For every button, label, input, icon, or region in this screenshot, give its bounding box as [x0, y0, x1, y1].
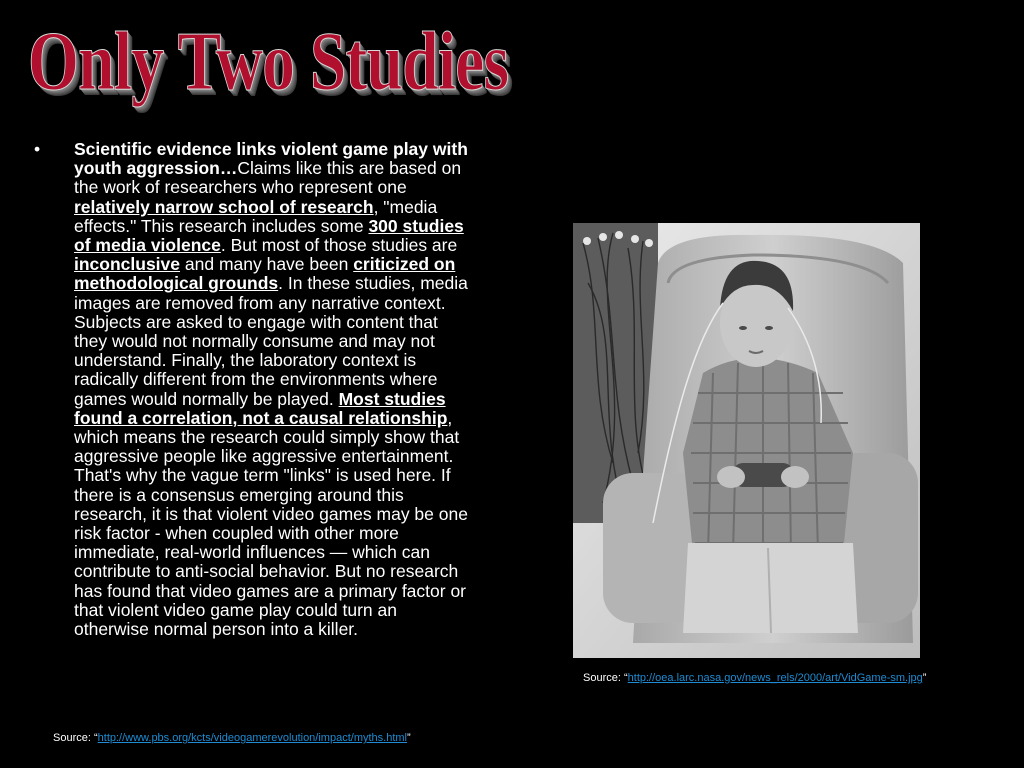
lead-statement: Scientific evidence links violent game play with youth aggression… — [74, 139, 468, 179]
source-prefix: Source: “ — [583, 672, 628, 684]
title-area — [28, 14, 644, 110]
link-methodological[interactable]: criticized on methodological grounds — [74, 254, 456, 294]
text-segment: , "media effects." This research includes some — [74, 196, 438, 236]
photo-source-link[interactable]: http://oea.larc.nasa.gov/news_rels/2000/art/VidGame-sm.jpg — [627, 672, 923, 684]
text-segment: , which means the research could simply show that aggressive people like aggressive entertainment. That's why the vague term "links" is used here. If there is a consensus emerging around this research, it is that violent video games may be one risk factor - when coupled with other more immediate, real-world influences — which can contribute to anti-social behavior. But no research has found that video games are a primary factor or that violent video game play could turn an otherwise normal person into a killer. — [74, 407, 468, 640]
text-segment: . But most of those studies are — [220, 235, 458, 256]
text-segment: . In these studies, media images are removed from any narrative context. Subjects are asked to engage with content that they would not normally consume and may not understand. Finally, the laboratory context is radically different from the environments where games would normally be played. — [74, 273, 468, 409]
text-segment: Claims like this are based on the work of researchers who represent one — [74, 158, 462, 198]
text-source-link[interactable]: http://www.pbs.org/kcts/videogamerevolution/impact/myths.html — [97, 732, 407, 744]
source-suffix: ” — [922, 672, 927, 684]
slide-title: Only Two Studies — [28, 15, 509, 108]
photo-boy-with-game-controller — [573, 223, 920, 658]
text-source-caption — [53, 732, 411, 745]
bullet-block — [34, 140, 474, 639]
bullet-paragraph — [74, 140, 474, 639]
source-prefix: Source: “ — [53, 732, 98, 744]
photo-illustration — [573, 223, 920, 658]
link-inconclusive[interactable]: inconclusive — [74, 254, 181, 275]
source-suffix: ” — [407, 732, 411, 744]
bullet-marker: • — [34, 139, 41, 159]
link-narrow-school[interactable]: relatively narrow school of research — [74, 196, 374, 217]
text-segment: and many have been — [180, 254, 354, 275]
photo-source-caption — [583, 672, 926, 685]
link-300-studies[interactable]: 300 studies of media violence — [74, 215, 464, 256]
link-correlation[interactable]: Most studies found a correlation, not a causal relationship — [74, 388, 448, 428]
